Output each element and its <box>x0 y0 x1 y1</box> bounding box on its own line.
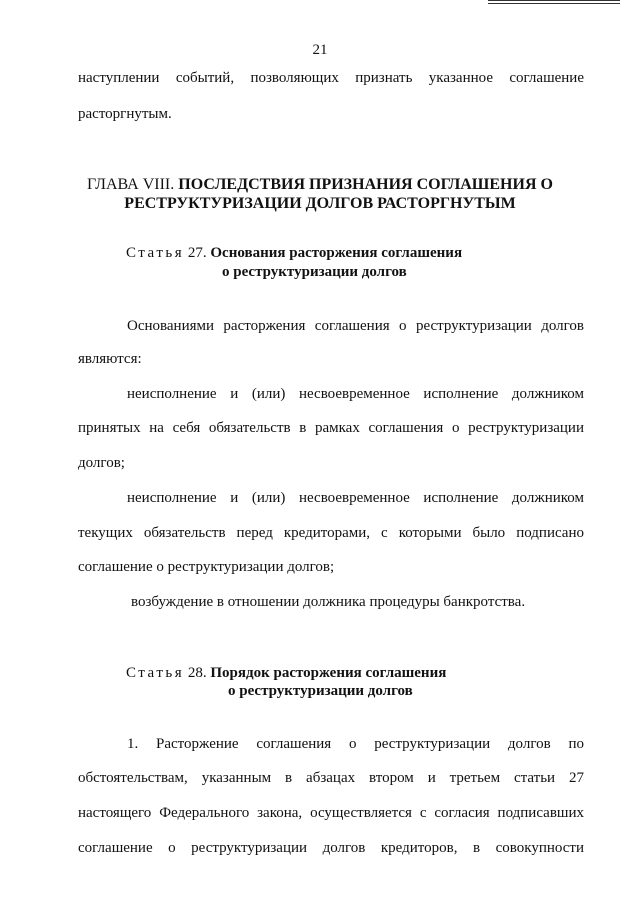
body-line: являются: <box>78 351 142 367</box>
body-line: расторгнутым. <box>78 106 172 122</box>
page-number: 21 <box>312 42 328 58</box>
article-title-line2: о реструктуризации долгов <box>222 264 407 280</box>
chapter-title-line2: РЕСТРУКТУРИЗАЦИИ ДОЛГОВ РАСТОРГНУТЫМ <box>124 195 516 212</box>
article-label: Статья <box>126 665 185 681</box>
article-28-heading <box>126 665 632 682</box>
body-line: неисполнение и (или) несвоевременное исполнение должником <box>127 490 584 506</box>
body-line: 1. Расторжение соглашения о реструктуризации долгов по <box>127 736 584 752</box>
top-rule <box>488 0 620 4</box>
body-line: обстоятельствам, указанным в абзацах втором и третьем статьи 27 <box>78 770 584 786</box>
body-line: соглашение о реструктуризации долгов; <box>78 559 335 575</box>
article-title-line2: о реструктуризации долгов <box>228 683 413 699</box>
body-line: возбуждение в отношении должника процедуры банкротства. <box>131 594 526 610</box>
article-title: Основания расторжения соглашения <box>210 245 463 261</box>
body-line: Основаниями расторжения соглашения о реструктуризации долгов <box>127 318 584 334</box>
body-line: наступлении событий, позволяющих признать указанное соглашение <box>78 70 584 86</box>
article-27-heading <box>126 245 632 262</box>
body-line: настоящего Федерального закона, осуществляется с согласия подписавших <box>78 805 584 821</box>
article-title: Порядок расторжения соглашения <box>210 665 447 681</box>
body-line: неисполнение и (или) несвоевременное исполнение должником <box>127 386 584 402</box>
body-line: соглашение о реструктуризации долгов кредиторов, в совокупности <box>78 840 584 856</box>
body-line: текущих обязательств перед кредиторами, с которыми было подписано <box>78 525 584 541</box>
chapter-title-line1: ПОСЛЕДСТВИЯ ПРИЗНАНИЯ СОГЛАШЕНИЯ О <box>178 176 553 193</box>
article-number: 28. <box>187 665 207 681</box>
article-label: Статья <box>126 245 185 261</box>
body-line: долгов; <box>78 455 125 471</box>
article-number: 27. <box>187 245 207 261</box>
chapter-heading-line1 <box>0 176 640 194</box>
body-line: принятых на себя обязательств в рамках соглашения о реструктуризации <box>78 420 584 436</box>
chapter-prefix: ГЛАВА VIII. <box>87 176 175 193</box>
